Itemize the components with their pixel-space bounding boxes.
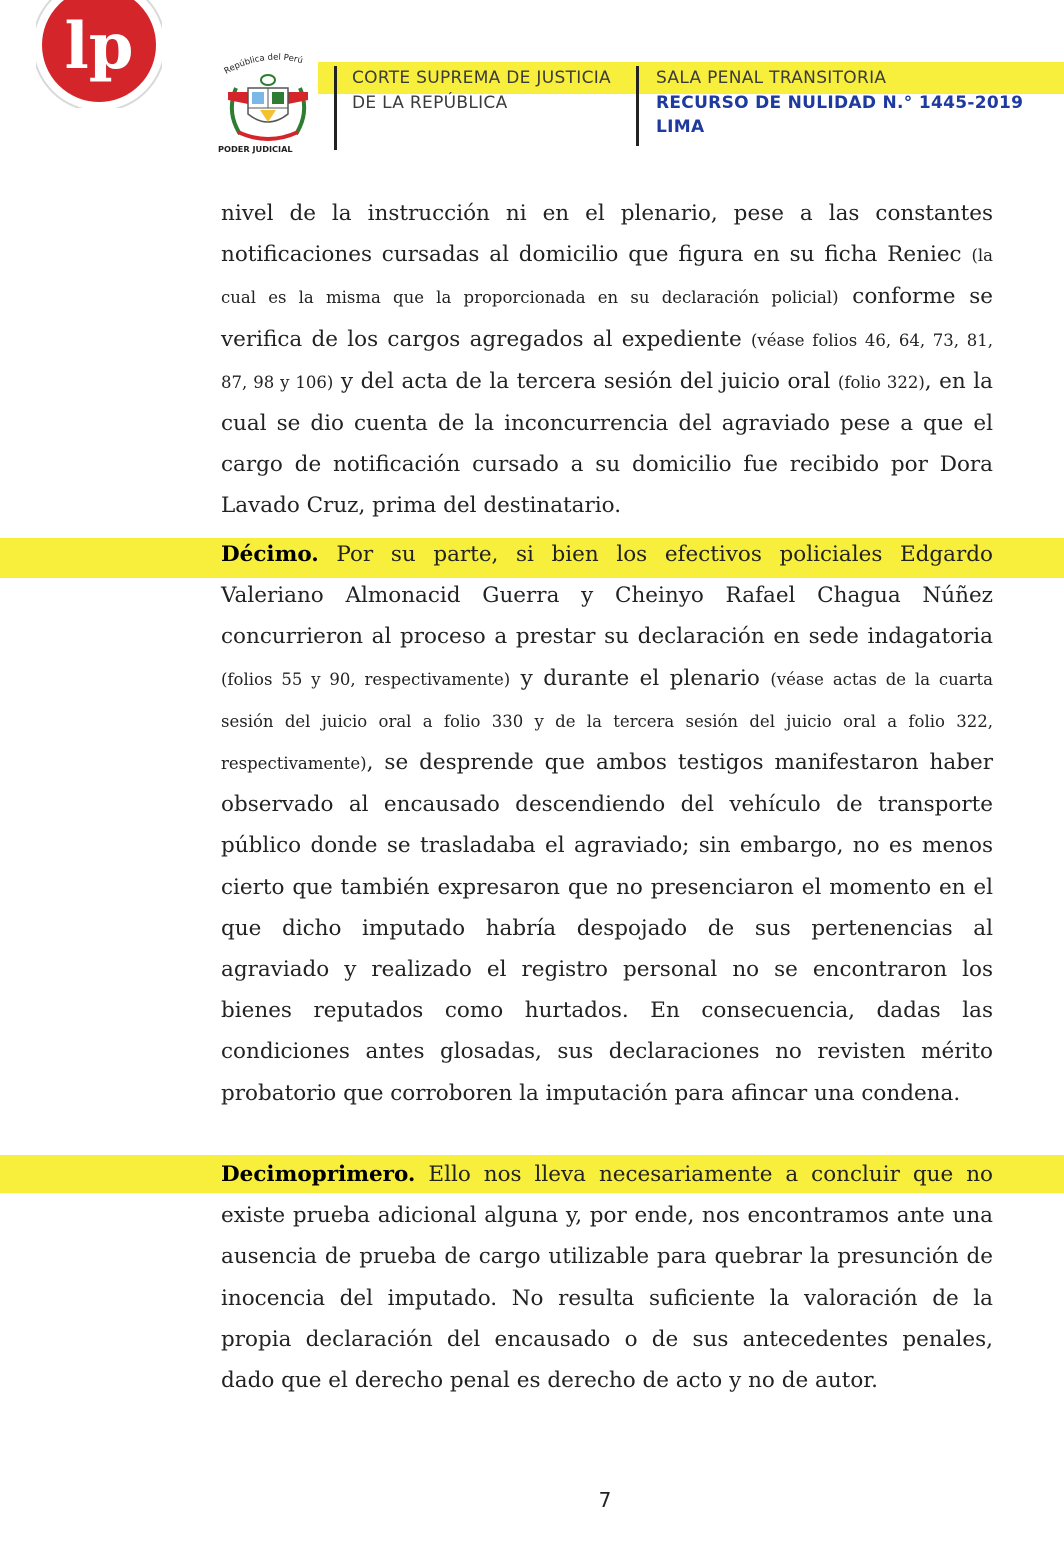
page-number: 7 [598, 1488, 612, 1512]
sala-name: SALA PENAL TRANSITORIA [656, 68, 887, 88]
lp-logo [36, 0, 162, 108]
p1-text-4: , en la cual se dio cuenta de la inconcurrencia del agraviado pese a que el cargo de notificación cursado a su domicilio fue recibido por Dora Lavado Cruz, prima del destinatario. [221, 368, 993, 519]
court-name-line1: CORTE SUPREMA DE JUSTICIA [352, 68, 611, 88]
svg-text:PODER JUDICIAL: PODER JUDICIAL [218, 144, 293, 154]
paragraph-continuation [221, 193, 993, 527]
p1-text-1: nivel de la instrucción ni en el plenario, pese a las constantes notificaciones cursadas al domicilio que figura en su ficha Reniec [221, 201, 993, 268]
decimoprimero-heading: Decimoprimero. [221, 1162, 416, 1187]
court-name-line2: DE LA REPÚBLICA [352, 93, 508, 113]
p2-text-1: Por su parte, si bien los efectivos policiales Edgardo Valeriano Almonacid Guerra y Cheinyo Rafael Chagua Núñez concurrieron al proceso a prestar su declaración en sede indagatoria [221, 542, 993, 650]
decimo-heading: Décimo. [221, 542, 319, 567]
p2-citation-2: (véase actas de la cuarta sesión del juicio oral a folio 330 y de la tercera sesión del juicio oral a folio 322, respectivamente) [221, 669, 993, 774]
header-divider-left [334, 66, 337, 150]
p2-text-2: y durante el plenario [510, 665, 771, 691]
case-city: LIMA [656, 117, 705, 137]
poder-judicial-seal [218, 52, 318, 156]
p1-citation-3: (folio 322) [837, 372, 925, 392]
paragraph-decimo [221, 534, 993, 1114]
p2-citation-1: (folios 55 y 90, respectivamente) [221, 669, 511, 689]
svg-text:lp: lp [64, 9, 134, 84]
p3-text-1: Ello nos lleva necesariamente a concluir que no existe prueba adicional alguna y, por ende, nos encontramos ante una ausencia de prueba de cargo utilizable para quebrar la presunción de inocencia del imputado. No resulta suficiente la valoración de la propia declaración del encausado o de sus antecedentes penales, dado que el derecho penal es derecho de acto y no de autor. [221, 1162, 993, 1394]
p1-text-3: y del acta de la tercera sesión del juicio oral [333, 368, 838, 394]
svg-text:República del Perú: República del Perú [222, 52, 304, 77]
p1-text-2: conforme se verifica de los cargos agregados al expediente [221, 284, 993, 352]
p1-citation-2: (véase folios 46, 64, 73, 81, 87, 98 y 106) [221, 330, 993, 392]
case-number: RECURSO DE NULIDAD N.° 1445-2019 [656, 93, 1024, 113]
paragraph-decimoprimero [221, 1154, 993, 1401]
header-divider-right [636, 66, 639, 146]
p2-text-3: , se desprende que ambos testigos manifestaron haber observado al encausado descendiendo del vehículo de transporte público donde se trasladaba el agraviado; sin embargo, no es menos cierto que también expresaron que no presenciaron el momento en el que dicho imputado habría despojado de sus pertenencias al agraviado y realizado el registro personal no se encontraron los bienes reputados como hurtados. En consecuencia, dadas las condiciones antes glosadas, sus declaraciones no revisten mérito probatorio que corroboren la imputación para afincar una condena. [221, 750, 993, 1106]
p1-citation-1: (la cual es la misma que la proporcionada en su declaración policial) [221, 246, 993, 308]
